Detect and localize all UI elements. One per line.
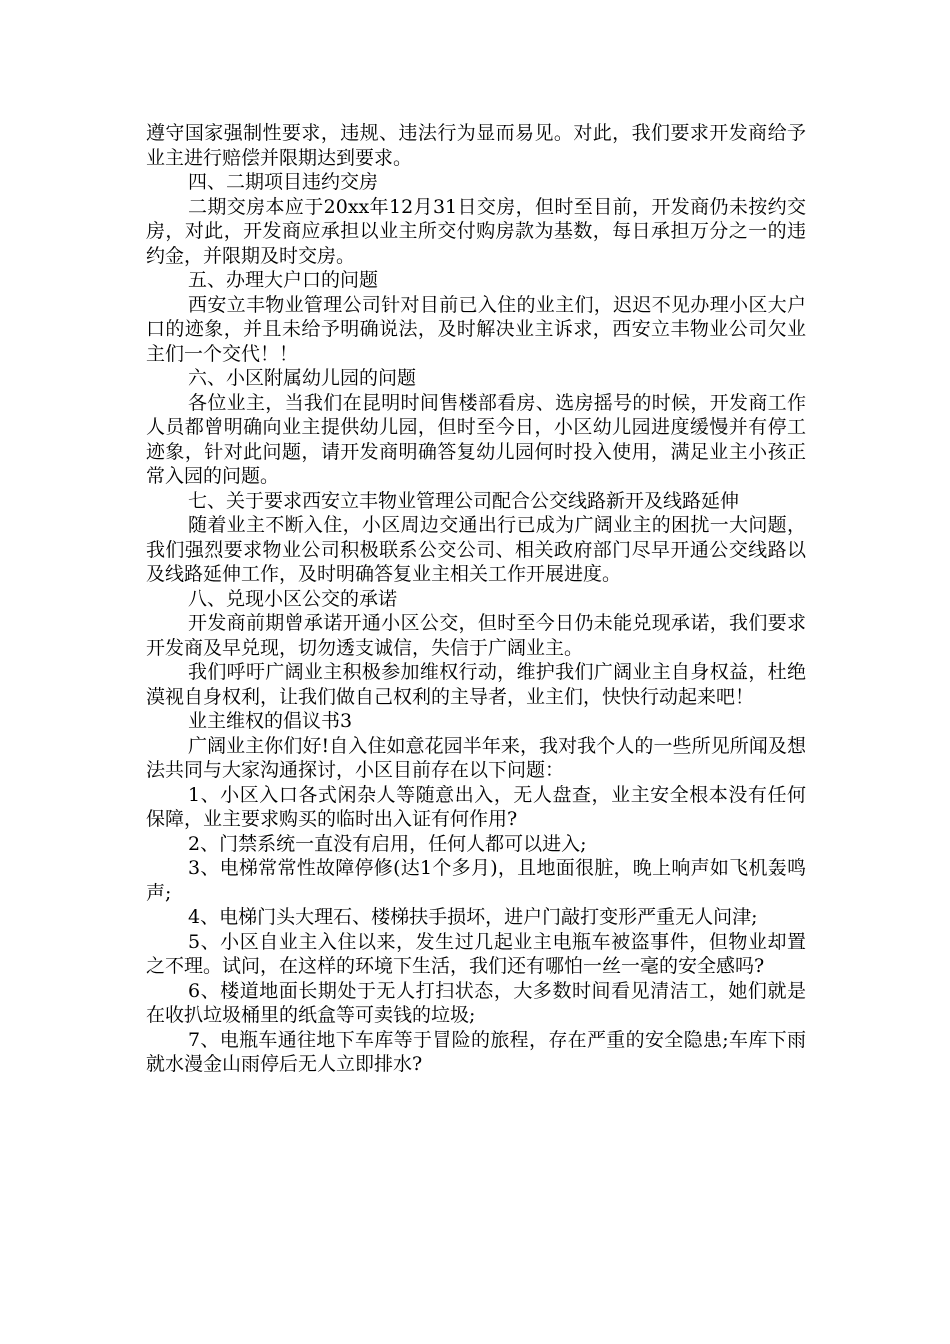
list-item: 6、楼道地面长期处于无人打扫状态，大多数时间看见清洁工，她们就是在收扒垃圾桶里的纸盒等可卖钱的垃圾; (146, 979, 806, 1026)
paragraph: 遵守国家强制性要求，违规、违法行为显而易见。对此，我们要求开发商给予业主进行赔偿并限期达到要求。 (146, 122, 806, 169)
list-item: 2、门禁系统一直没有启用，任何人都可以进入; (188, 832, 587, 855)
section-heading: 七、关于要求西安立丰物业管理公司配合公交线路新开及线路延伸 (188, 489, 740, 512)
list-item: 7、电瓶车通往地下车库等于冒险的旅程，存在严重的安全隐患;车库下雨就水漫金山雨停后无人立即排水? (146, 1028, 806, 1075)
document-subtitle: 业主维权的倡议书3 (188, 710, 353, 732)
section-heading: 四、二期项目违约交房 (188, 171, 379, 193)
list-item: 3、电梯常常性故障停修(达1个多月)，且地面很脏，晚上响声如飞机轰鸣声; (146, 857, 806, 904)
list-item: 5、小区自业主入住以来，发生过几起业主电瓶车被盗事件，但物业却置之不理。试问，在这样的环境下生活，我们还有哪怕一丝一毫的安全感吗? (146, 930, 806, 977)
section-heading: 八、兑现小区公交的承诺 (188, 587, 398, 610)
paragraph: 广阔业主你们好!自入住如意花园半年来，我对我个人的一些所见所闻及想法共同与大家沟通探讨，小区目前存在以下问题： (146, 734, 806, 781)
list-item: 1、小区入口各式闲杂人等随意出入，无人盘查，业主安全根本没有任何保障，业主要求购买的临时出入证有何作用? (146, 783, 806, 830)
list-item: 4、电梯门头大理石、楼梯扶手损坏，进户门敲打变形严重无人问津; (188, 906, 758, 928)
paragraph: 各位业主，当我们在昆明时间售楼部看房、选房摇号的时候，开发商工作人员都曾明确向业主提供幼儿园，但时至今日，小区幼儿园进度缓慢并有停工迹象，针对此问题，请开发商明确答复幼儿园何时投入使用，满足业主小孩正常入园的问题。 (146, 391, 806, 487)
section-heading: 五、办理大户口的问题 (188, 269, 379, 291)
document-page (146, 121, 806, 1077)
paragraph: 随着业主不断入住，小区周边交通出行已成为广阔业主的困扰一大问题，我们强烈要求物业公司积极联系公交公司、相关政府部门尽早开通公交线路以及线路延伸工作，及时明确答复业主相关工作开展进度。 (146, 514, 806, 585)
paragraph: 西安立丰物业管理公司针对目前已入住的业主们，迟迟不见办理小区大户口的迹象，并且未给予明确说法，及时解决业主诉求，西安立丰物业公司欠业主们一个交代！！ (146, 293, 806, 365)
paragraph: 我们呼吁广阔业主积极参加维权行动，维护我们广阔业主自身权益，杜绝漠视自身权利，让我们做自己权利的主导者，业主们，快快行动起来吧！ (146, 661, 806, 708)
section-heading: 六、小区附属幼儿园的问题 (188, 367, 417, 389)
paragraph: 二期交房本应于20xx年12月31日交房，但时至目前，开发商仍未按约交房，对此，开发商应承担以业主所交付购房款为基数，每日承担万分之一的违约金，并限期及时交房。 (146, 195, 806, 267)
paragraph: 开发商前期曾承诺开通小区公交，但时至今日仍未能兑现承诺，我们要求开发商及早兑现，切勿透支诚信，失信于广阔业主。 (146, 612, 806, 659)
